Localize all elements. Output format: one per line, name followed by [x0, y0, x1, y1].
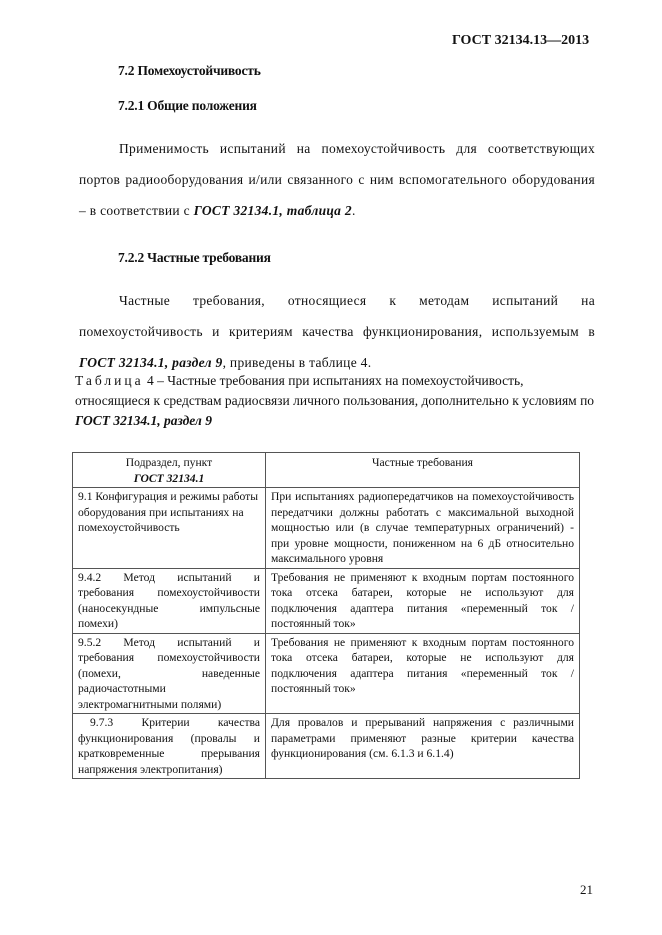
table-row: [73, 714, 580, 779]
paragraph-end: .: [351, 203, 356, 218]
table-caption: [75, 371, 595, 431]
paragraph-specific-requirements: [79, 285, 595, 378]
table-caption-reference: ГОСТ 32134.1, раздел 9: [75, 413, 212, 428]
paragraph-applicability: [79, 133, 595, 226]
paragraph-text: Частные требования, относящиеся к методам испытаний на помехоустойчивость и критериям качества функционирования, используемым в: [79, 293, 595, 339]
subsection-heading-specific: 7.2.2 Частные требования: [118, 250, 271, 265]
table-row: [73, 633, 580, 714]
cell-requirement: Требования не применяют к входным портам постоянного тока отсека батареи, которые не используют для подключения адаптера питания «переменный ток / постоянный ток»: [266, 633, 580, 714]
paragraph-end: , приведены в таблице 4.: [222, 355, 372, 370]
header-clause-label: Подраздел, пункт: [125, 456, 213, 469]
table-row: [73, 488, 580, 569]
document-code: ГОСТ 32134.13—2013: [452, 33, 590, 48]
standard-reference: ГОСТ 32134.1, таблица 2: [193, 203, 352, 218]
header-clause-standard: ГОСТ 32134.1: [133, 471, 205, 485]
table-caption-text: 4 – Частные требования при испытаниях на помехоустойчивость, относящиеся к средствам радиосвязи личного пользования, дополнительно к условиям по: [75, 373, 595, 408]
table-row: [73, 568, 580, 633]
requirements-table: [72, 452, 580, 779]
cell-clause: 9.5.2 Метод испытаний и требования помехоустойчивости (помехи, наведенные радиочастотными электромагнитными полями): [73, 633, 266, 714]
page-number: 21: [580, 882, 593, 897]
paragraph-text: Применимость испытаний на помехоустойчивость для соответствующих портов радиооборудования и/или связанного с ним вспомогательного оборудования – в соответствии с: [79, 141, 595, 218]
cell-clause: 9.4.2 Метод испытаний и требования помехоустойчивости (наносекундные импульсные помехи): [73, 568, 266, 633]
table-label: Таблица: [75, 373, 144, 388]
cell-clause: 9.7.3 Критерии качества функционирования (провалы и кратковременные прерывания напряжения электропитания): [73, 714, 266, 779]
table-header-row: [73, 453, 580, 488]
standard-reference: ГОСТ 32134.1, раздел 9: [79, 355, 223, 370]
cell-requirement: При испытаниях радиопередатчиков на помехоустойчивость передатчики должны работать с максимальной выходной мощностью или (в случае температурных ограничений) - при уровне мощности, пониженном на 6 дБ относительно максимального уровня: [266, 488, 580, 569]
cell-clause: 9.1 Конфигурация и режимы работы оборудования при испытаниях на помехоустойчивость: [73, 488, 266, 569]
subsection-heading-general: 7.2.1 Общие положения: [118, 98, 257, 113]
cell-requirement: Для провалов и прерываний напряжения с различными параметрами применяют разные критерии качества функционирования (см. 6.1.3 и 6.1.4): [266, 714, 580, 779]
section-heading: 7.2 Помехоустойчивость: [118, 63, 261, 78]
header-clause: [73, 453, 266, 488]
cell-requirement: Требования не применяют к входным портам постоянного тока отсека батареи, которые не используют для подключения адаптера питания «переменный ток / постоянный ток»: [266, 568, 580, 633]
header-requirements: Частные требования: [266, 453, 580, 488]
